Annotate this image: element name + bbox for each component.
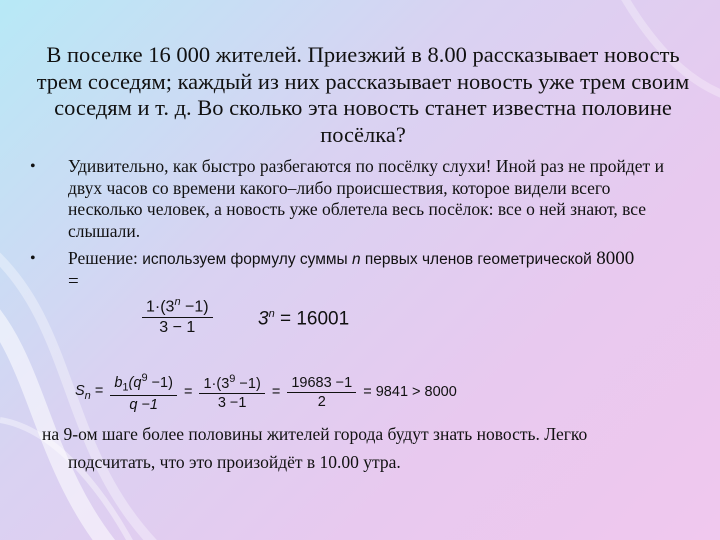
- bullet-item-solution: [28, 248, 688, 292]
- solution-equals: =: [68, 270, 79, 292]
- formula-sum-calculation: $S_n$ = $\frac{b_1(q^9 -1)}{q -1}$ = $\frac{1\cdot(3^9 -1)}{3 -1}$ = $\frac{19683 -1}{2}$ = 9841 > 8000: [75, 372, 457, 413]
- slide-title: В поселке 16 000 жителей. Приезжий в 8.00 рассказывает новость трем соседям; каждый из них рассказывает новость уже трем своим соседям и т. д. Во сколько эта новость станет известна половине посёлка?: [36, 42, 690, 147]
- formula-power-equation: $3^n = 16001$: [258, 308, 350, 330]
- bullet-dot-icon: •: [30, 250, 36, 267]
- bullet-list: [28, 156, 688, 298]
- solution-variable-n: n: [351, 251, 361, 268]
- bullet-item-rumors: [28, 156, 688, 242]
- conclusion-text: [42, 420, 692, 476]
- solution-number: 8000: [596, 248, 635, 269]
- solution-label: Решение:: [68, 248, 138, 268]
- solution-text-part1: используем формулу суммы: [142, 251, 352, 268]
- solution-text-part2: первых членов геометрической: [360, 251, 592, 268]
- conclusion-line-1: на 9-ом шаге более половины жителей города будут знать новость. Легко: [42, 424, 588, 444]
- bullet-text-rumors: Удивительно, как быстро разбегаются по посёлку слухи! Иной раз не пройдет и двух часов со времени какого–либо происшествия, которое видели всего несколько человек, а новость уже облетела весь посёлок: все о ней знают, все слышали.: [68, 156, 664, 241]
- formula-fraction-sum: $\frac{1\cdot(3^n -1)}{3 - 1}$: [142, 296, 213, 337]
- bullet-dot-icon: •: [30, 158, 36, 175]
- conclusion-line-2: подсчитать, что это произойдёт в 10.00 утра.: [68, 452, 401, 472]
